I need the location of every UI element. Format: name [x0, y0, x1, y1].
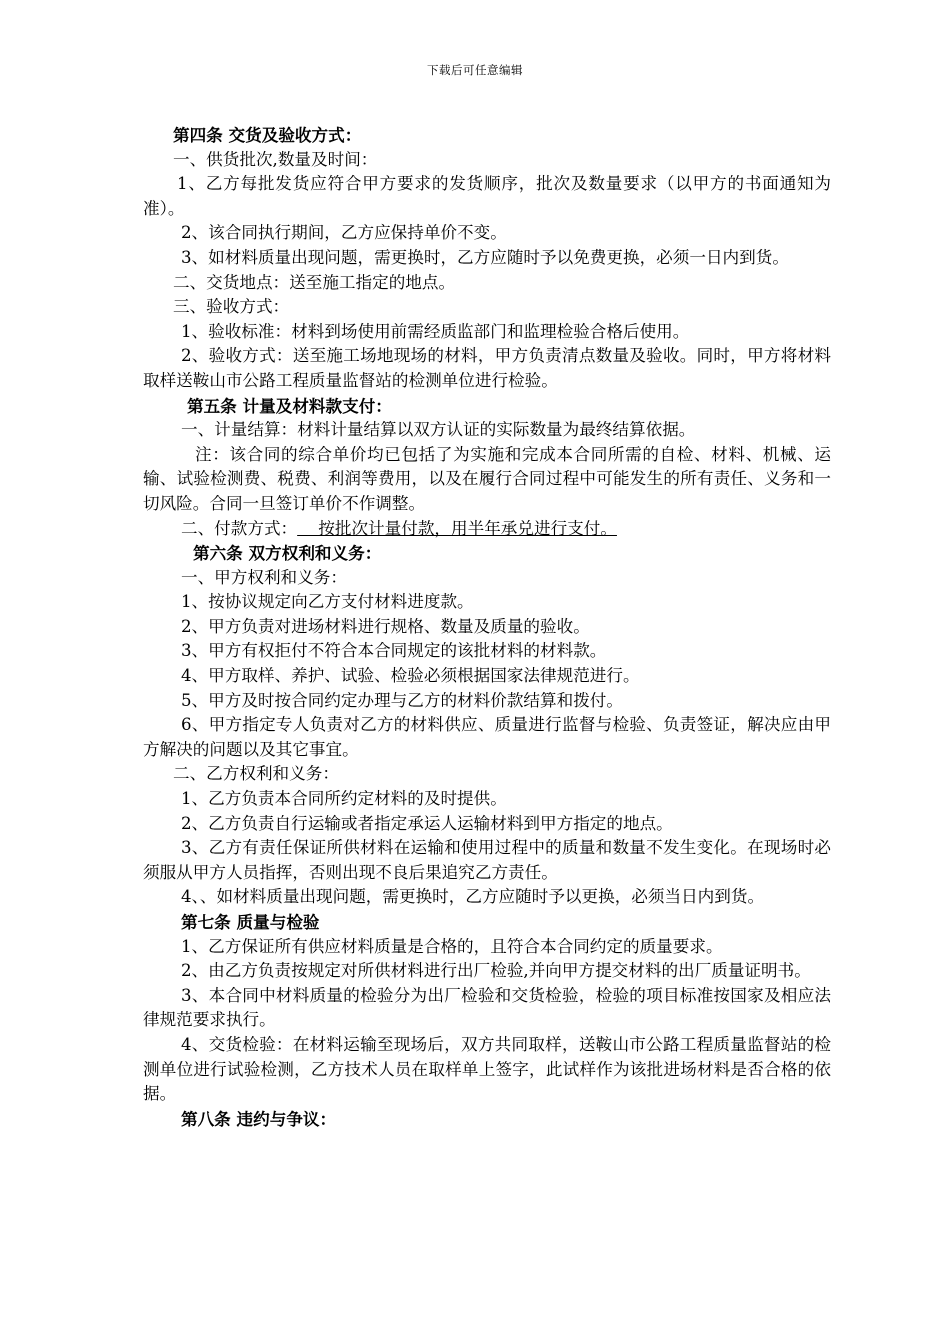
contract-paragraph — [143, 344, 831, 393]
paragraph-text: 5、甲方及时按合同约定办理与乙方的材料价款结算和拨付。 — [181, 690, 623, 710]
paragraph-text: 二、交货地点：送至施工指定的地点。 — [173, 272, 456, 292]
article-heading — [143, 910, 831, 935]
contract-paragraph — [143, 320, 831, 345]
contract-paragraph — [143, 689, 831, 714]
contract-paragraph — [143, 517, 831, 542]
contract-paragraph — [143, 271, 831, 296]
paragraph-text: 4、交货检验：在材料运输至现场后，双方共同取样，送鞍山市公路工程质量监督站的检测单位进行试验检测，乙方技术人员在取样单上签字，此试样作为该批进场材料是否合格的依据。 — [143, 1034, 831, 1104]
paragraph-text: 一、计量结算：材料计量结算以双方认证的实际数量为最终结算依据。 — [181, 420, 696, 440]
contract-paragraph — [143, 295, 831, 320]
contract-paragraph — [143, 246, 831, 271]
paragraph-text: 2、由乙方负责按规定对所供材料进行出厂检验,并向甲方提交材料的出厂质量证明书。 — [181, 961, 811, 981]
contract-paragraph — [143, 836, 831, 885]
paragraph-text: 2、该合同执行期间，乙方应保持单价不变。 — [181, 223, 507, 243]
paragraph-text: 2、验收方式：送至施工场地现场的材料，甲方负责清点数量及验收。同时，甲方将材料取样送鞍山市公路工程质量监督站的检测单位进行检验。 — [143, 346, 831, 390]
paragraph-text: 二、乙方权利和义务： — [173, 764, 339, 784]
paragraph-text: 第六条 双方权利和义务： — [193, 543, 382, 564]
page-header: 下载后可任意编辑 — [427, 63, 523, 77]
contract-paragraph — [143, 935, 831, 960]
paragraph-text: 3、乙方有责任保证所供材料在运输和使用过程中的质量和数量不发生变化。在现场时必须服从甲方人员指挥，否则出现不良后果追究乙方责任。 — [143, 838, 831, 882]
paragraph-text: 4、、如材料质量出现问题，需更换时，乙方应随时予以更换，必须当日内到货。 — [181, 887, 765, 907]
contract-paragraph — [143, 148, 831, 173]
contract-paragraph — [143, 615, 831, 640]
paragraph-text: 二、付款方式： — [181, 518, 298, 538]
paragraph-text: 第七条 质量与检验 — [181, 912, 320, 932]
paragraph-text: 第八条 违约与争议： — [181, 1108, 337, 1129]
contract-paragraph — [143, 443, 831, 517]
paragraph-text: 3、本合同中材料质量的检验分为出厂检验和交货检验，检验的项目标准按国家及相应法律规范要求执行。 — [143, 985, 831, 1030]
contract-paragraph — [143, 787, 831, 812]
paragraph-text: 2、甲方负责对进场材料进行规格、数量及质量的验收。 — [181, 616, 590, 636]
contract-paragraph — [143, 221, 831, 246]
contract-paragraph — [143, 566, 831, 591]
paragraph-text: 1、乙方负责本合同所约定材料的及时提供。 — [181, 789, 507, 809]
contract-paragraph — [143, 172, 831, 221]
contract-paragraph — [143, 418, 831, 443]
article-heading — [143, 123, 831, 148]
paragraph-text: 3、如材料质量出现问题，需更换时，乙方应随时予以免费更换，必须一日内到货。 — [181, 247, 789, 267]
paragraph-text: 第五条 计量及材料款支付： — [187, 395, 392, 416]
contract-body — [143, 123, 831, 1131]
paragraph-text: 注：该合同的综合单价均已包括了为实施和完成本合同所需的自检、材料、机械、运输、试验检测费、税费、利润等费用，以及在履行合同过程中可能发生的所有责任、义务和一切风险。合同一旦签订单价不作调整。 — [143, 444, 831, 513]
paragraph-text: 1、验收标准：材料到场使用前需经质监部门和监理检验合格后使用。 — [181, 321, 690, 341]
contract-paragraph — [143, 762, 831, 787]
payment-method-value: 按批次计量付款，用半年承兑进行支付。 — [297, 518, 617, 538]
contract-paragraph — [143, 959, 831, 984]
article-heading — [143, 394, 831, 419]
paragraph-text: 4、甲方取样、养护、试验、检验必须根据国家法律规范进行。 — [181, 666, 640, 686]
article-heading — [143, 541, 831, 566]
contract-paragraph — [143, 1033, 831, 1107]
paragraph-text: 3、甲方有权拒付不符合本合同规定的该批材料的材料款。 — [181, 641, 607, 661]
paragraph-text: 1、按协议规定向乙方支付材料进度款。 — [181, 592, 474, 612]
paragraph-text: 一、供货批次,数量及时间： — [173, 149, 378, 169]
paragraph-text: 三、验收方式： — [173, 297, 290, 317]
contract-paragraph — [143, 590, 831, 615]
paragraph-text: 一、甲方权利和义务： — [181, 567, 347, 587]
paragraph-text: 1、乙方保证所有供应材料质量是合格的，且符合本合同约定的质量要求。 — [181, 936, 723, 956]
contract-paragraph — [143, 664, 831, 689]
paragraph-text: 第四条 交货及验收方式： — [173, 125, 362, 145]
contract-paragraph — [143, 639, 831, 664]
paragraph-text: 2、乙方负责自行运输或者指定承运人运输材料到甲方指定的地点。 — [181, 813, 673, 833]
paragraph-text: 6、甲方指定专人负责对乙方的材料供应、质量进行监督与检验、负责签证，解决应由甲方解决的问题以及其它事宜。 — [143, 715, 831, 759]
contract-paragraph — [143, 984, 831, 1033]
contract-paragraph — [143, 713, 831, 762]
contract-paragraph — [143, 885, 831, 910]
paragraph-text: 1、乙方每批发货应符合甲方要求的发货顺序，批次及数量要求（以甲方的书面通知为准）。 — [143, 174, 831, 218]
contract-paragraph — [143, 812, 831, 837]
article-heading — [143, 1107, 831, 1132]
